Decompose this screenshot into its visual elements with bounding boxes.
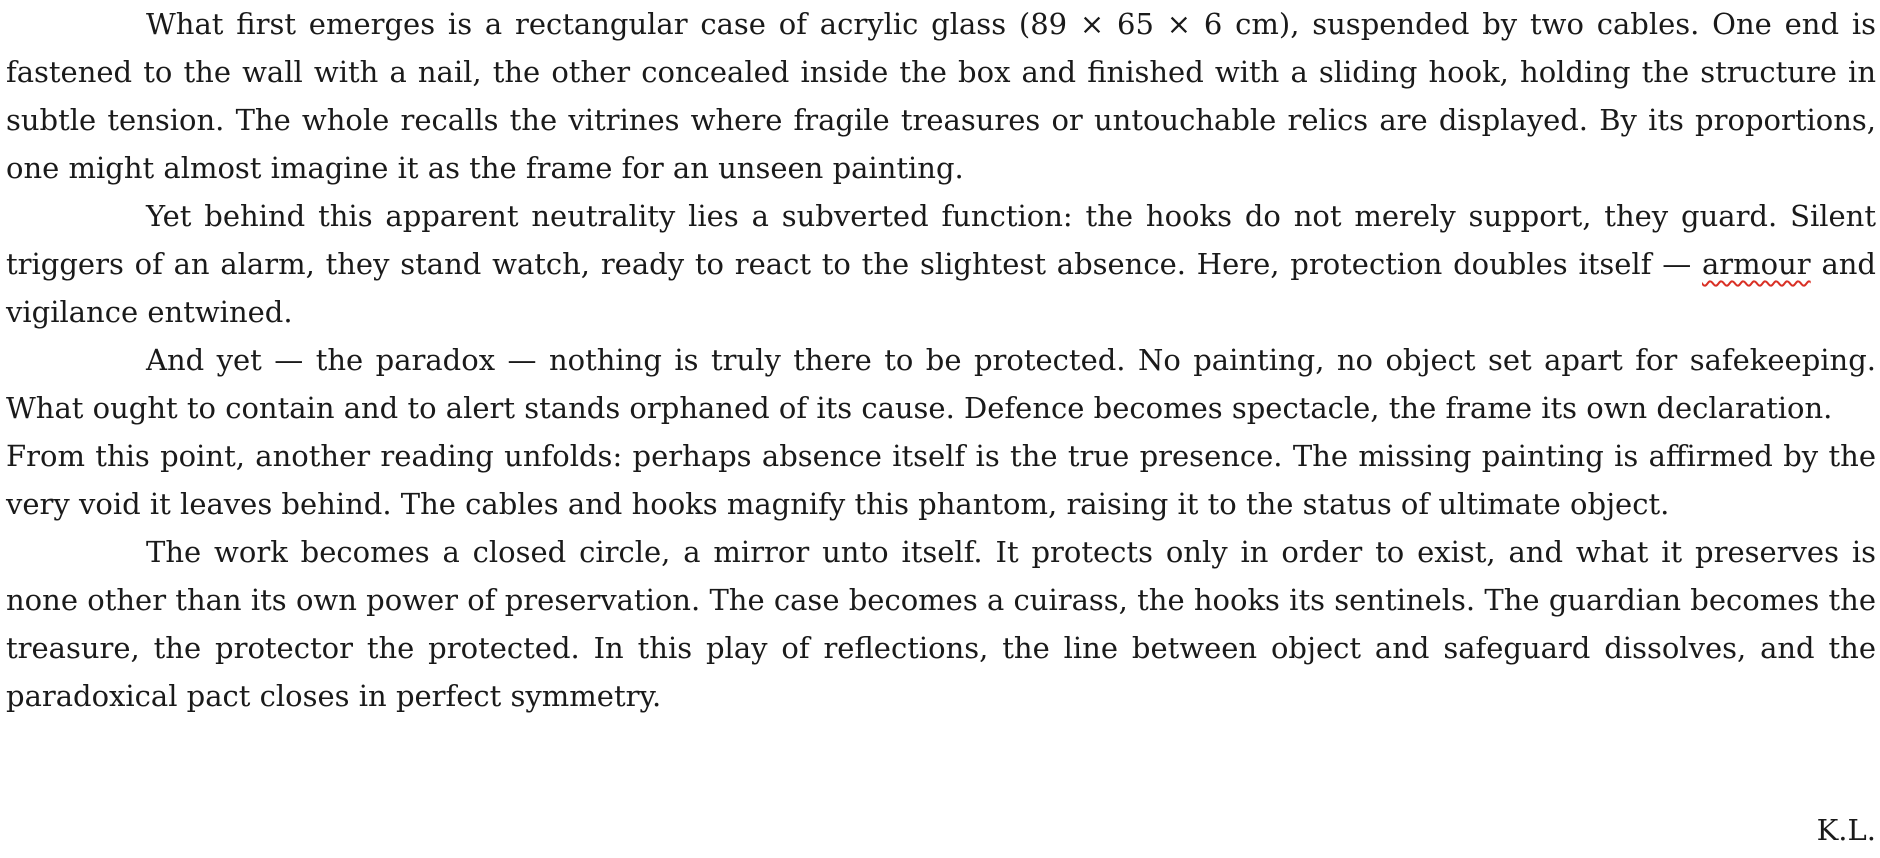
- spellcheck-flagged-word[interactable]: armour: [1702, 247, 1811, 281]
- paragraph-2-text-before: Yet behind this apparent neutrality lies a subverted function: the hooks do not merely support, they guard. Silent triggers of an alarm, they stand watch, ready to react to the slightest absence. Here, protection doubles itself —: [6, 199, 1876, 281]
- paragraph-5: The work becomes a closed circle, a mirror unto itself. It protects only in order to exist, and what it preserves is none other than its own power of preservation. The case becomes a cuirass, the hooks its sentinels. The guardian becomes the treasure, the protector the protected. In this play of reflections, the line between object and safeguard dissolves, and the paradoxical pact closes in perfect symmetry.: [6, 535, 1876, 713]
- paragraph-3: And yet — the paradox — nothing is truly there to be protected. No painting, no object set apart for safekeeping. What ought to contain and to alert stands orphaned of its cause. Defence becomes spectacle, the frame its own declaration.: [6, 343, 1876, 425]
- paragraph-2-text-after: and vigilance entwined.: [6, 247, 1876, 329]
- document-body[interactable]: [6, 0, 1876, 720]
- paragraph-1: What first emerges is a rectangular case of acrylic glass (89 × 65 × 6 cm), suspended by two cables. One end is fastened to the wall with a nail, the other concealed inside the box and finished with a sliding hook, holding the structure in subtle tension. The whole recalls the vitrines where fragile treasures or untouchable relics are displayed. By its proportions, one might almost imagine it as the frame for an unseen painting.: [6, 7, 1876, 185]
- paragraph-4: From this point, another reading unfolds: perhaps absence itself is the true presence. The missing painting is affirmed by the very void it leaves behind. The cables and hooks magnify this phantom, raising it to the status of ultimate object.: [6, 439, 1876, 521]
- paragraph-2: [6, 192, 1876, 336]
- signature: K.L.: [1816, 813, 1876, 847]
